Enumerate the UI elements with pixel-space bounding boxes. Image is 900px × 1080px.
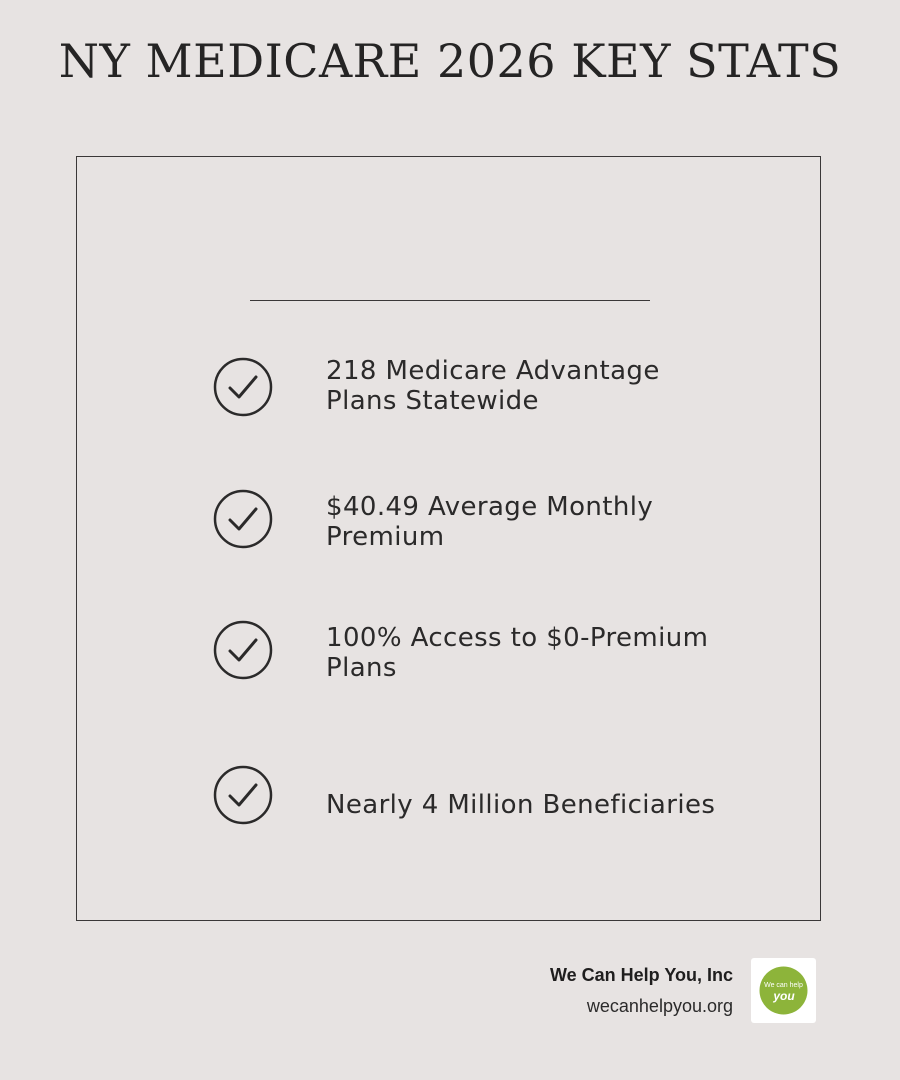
stat-item <box>326 492 746 552</box>
stat-line: 218 Medicare Advantage <box>326 356 660 386</box>
company-name: We Can Help You, Inc <box>549 965 733 985</box>
stat-line: Plans Statewide <box>326 386 539 416</box>
divider <box>250 300 650 301</box>
check-circle-icon <box>213 489 273 549</box>
stat-line: Premium <box>326 522 445 552</box>
check-circle-icon <box>213 620 273 680</box>
company-logo <box>751 958 816 1023</box>
logo-text-top: We can help <box>764 982 803 989</box>
stat-line: $40.49 Average Monthly <box>326 492 654 522</box>
stat-item <box>326 790 746 820</box>
check-circle-icon <box>213 765 273 825</box>
company-url[interactable]: wecanhelpyou.org <box>586 996 733 1016</box>
page-title: NY MEDICARE 2026 KEY STATS <box>58 34 842 88</box>
stat-item <box>326 623 746 683</box>
logo-icon <box>751 958 816 1023</box>
stat-item <box>326 356 746 416</box>
check-circle-icon <box>213 357 273 417</box>
logo-text-bottom: you <box>773 989 795 1003</box>
stat-line: Plans <box>326 653 397 683</box>
stat-line: 100% Access to $0-Premium <box>326 623 709 653</box>
stat-line: Nearly 4 Million Beneficiaries <box>326 790 716 820</box>
